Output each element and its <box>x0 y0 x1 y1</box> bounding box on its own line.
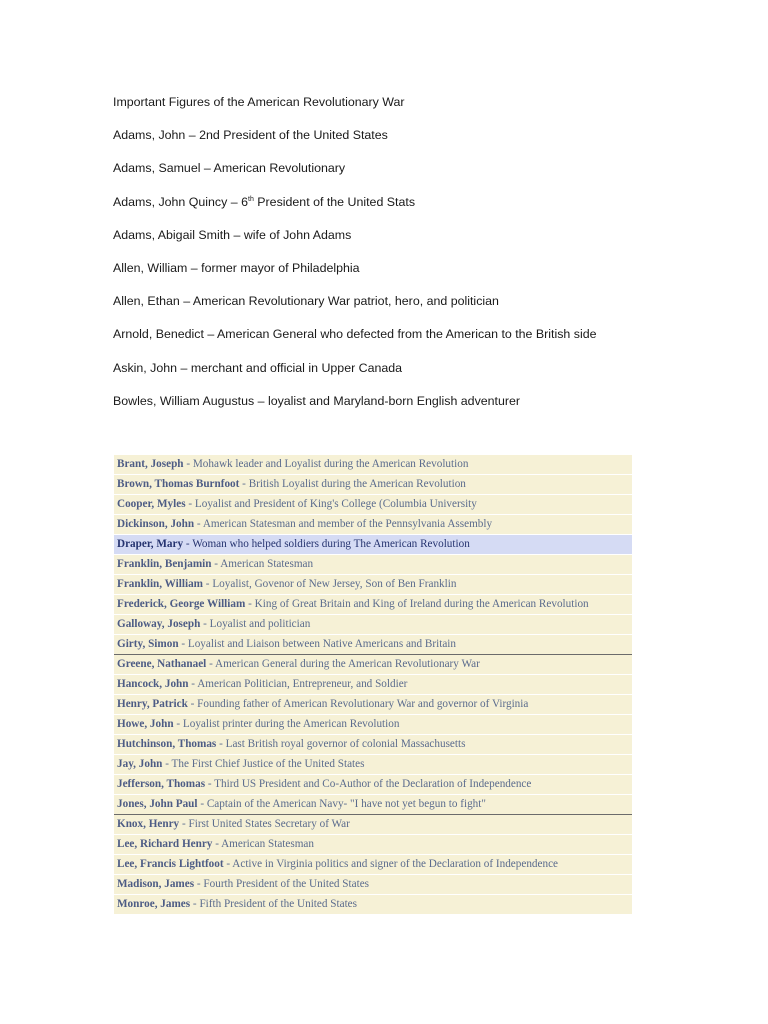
table-row <box>114 715 632 735</box>
separator: - <box>203 578 213 590</box>
intro-title: Important Figures of the American Revolutionary War <box>113 95 405 109</box>
figure-description: The First Chief Justice of the United States <box>171 758 365 770</box>
figure-name: Lee, Richard Henry <box>117 838 213 850</box>
table-row <box>114 595 632 615</box>
table-row <box>114 695 632 715</box>
table-cell <box>114 735 632 755</box>
figure-description: American Statesman <box>221 838 314 850</box>
figure-description: Founding father of American Revolutionary War and governor of Virginia <box>197 698 529 710</box>
separator: - <box>245 598 255 610</box>
table-row <box>114 815 632 835</box>
figure-name: Galloway, Joseph <box>117 618 201 630</box>
table-cell <box>114 675 632 695</box>
figure-description: American Statesman <box>220 558 314 570</box>
figure-description: Loyalist and politician <box>209 618 311 630</box>
figure-description: Loyalist and President of King's College (Columbia University <box>194 498 477 510</box>
table-cell <box>114 575 632 595</box>
figure-description: American Statesman and member of the Pennsylvania Assembly <box>202 518 493 530</box>
ordinal-suffix: th <box>248 195 254 203</box>
separator: - <box>200 618 210 630</box>
separator: - <box>205 778 215 790</box>
table-cell <box>114 555 632 575</box>
table-row <box>114 555 632 575</box>
figure-name: Draper, Mary <box>117 538 184 550</box>
figure-description: Mohawk leader and Loyalist during the American Revolution <box>192 458 469 470</box>
separator: - <box>211 558 221 570</box>
table-cell <box>114 455 632 475</box>
separator: - <box>212 838 222 850</box>
table-cell <box>114 475 632 495</box>
table-row <box>114 735 632 755</box>
table-cell <box>114 815 632 835</box>
separator: - <box>178 638 188 650</box>
table-cell <box>114 835 632 855</box>
figure-name: Jay, John <box>117 758 163 770</box>
separator: - <box>216 738 226 750</box>
figure-name: Madison, James <box>117 878 195 890</box>
intro-item: Arnold, Benedict – American General who defected from the American to the British side <box>113 327 597 342</box>
figure-name: Monroe, James <box>117 898 191 910</box>
separator: - <box>183 458 193 470</box>
table-row <box>114 755 632 775</box>
intro-item: Adams, Abigail Smith – wife of John Adams <box>113 227 352 242</box>
intro-item-text: President of the United Stats <box>253 194 416 209</box>
table-row <box>114 775 632 795</box>
table-row-highlighted <box>114 535 632 555</box>
intro-item: Allen, William – former mayor of Philadelphia <box>113 260 360 275</box>
figure-description: Fourth President of the United States <box>203 878 370 890</box>
figure-description: Captain of the American Navy- "I have not yet begun to fight" <box>206 798 486 810</box>
separator: - <box>194 518 203 530</box>
separator: - <box>188 678 198 690</box>
table-cell <box>114 595 632 615</box>
figure-name: Brown, Thomas Burnfoot <box>117 478 240 490</box>
separator: - <box>206 658 215 670</box>
figure-description: Fifth President of the United States <box>199 898 357 910</box>
table-cell <box>114 655 632 675</box>
figure-name: Hutchinson, Thomas <box>117 738 217 750</box>
table-cell <box>114 775 632 795</box>
figures-table <box>114 455 632 915</box>
figure-description: Woman who helped soldiers during The American Revolution <box>192 538 470 550</box>
table-cell <box>114 895 632 915</box>
table-row <box>114 655 632 675</box>
figure-name: Dickinson, John <box>117 518 195 530</box>
table-row <box>114 795 632 815</box>
figure-description: American Politician, Entrepreneur, and Soldier <box>197 678 408 690</box>
table-row <box>114 675 632 695</box>
figure-description: British Loyalist during the American Revolution <box>248 478 466 490</box>
intro-item: Allen, Ethan – American Revolutionary War patriot, hero, and politician <box>113 294 499 309</box>
table-row <box>114 515 632 535</box>
figure-description: King of Great Britain and King of Ireland during the American Revolution <box>254 598 589 610</box>
table-row <box>114 615 632 635</box>
separator: - <box>194 878 204 890</box>
table-cell <box>114 755 632 775</box>
separator: - <box>179 818 189 830</box>
table-cell <box>114 535 632 555</box>
figure-name: Franklin, Benjamin <box>117 558 212 570</box>
table-row <box>114 495 632 515</box>
table-cell <box>114 795 632 815</box>
figure-name: Franklin, William <box>117 578 203 590</box>
table-cell <box>114 515 632 535</box>
table-cell <box>114 495 632 515</box>
figure-name: Lee, Francis Lightfoot <box>117 858 224 870</box>
figure-description: First United States Secretary of War <box>188 818 350 830</box>
figure-description: Last British royal governor of colonial Massachusetts <box>225 738 466 750</box>
table-cell <box>114 875 632 895</box>
separator: - <box>223 858 233 870</box>
figure-name: Cooper, Myles <box>117 498 186 510</box>
separator: - <box>239 478 249 490</box>
table-row <box>114 855 632 875</box>
separator: - <box>187 698 198 710</box>
table-row <box>114 475 632 495</box>
figure-name: Knox, Henry <box>117 818 180 830</box>
figure-name: Howe, John <box>117 718 174 730</box>
figure-description: Loyalist printer during the American Revolution <box>182 718 400 730</box>
intro-item: Adams, John – 2nd President of the United States <box>113 128 388 143</box>
table-row <box>114 835 632 855</box>
separator: - <box>197 798 207 810</box>
table-cell <box>114 855 632 875</box>
figure-name: Brant, Joseph <box>117 458 184 470</box>
separator: - <box>185 498 195 510</box>
figure-description: Loyalist, Govenor of New Jersey, Son of Ben Franklin <box>212 578 457 590</box>
separator: - <box>173 718 183 730</box>
intro-item-text: Adams, John Quincy – 6 <box>113 194 248 209</box>
figure-description: Active in Virginia politics and signer of the Declaration of Independence <box>232 858 559 870</box>
figure-name: Frederick, George William <box>117 598 246 610</box>
table-cell <box>114 715 632 735</box>
table-row <box>114 575 632 595</box>
figure-name: Hancock, John <box>117 678 189 690</box>
table-row <box>114 455 632 475</box>
intro-item: Bowles, William Augustus – loyalist and Maryland-born English adventurer <box>113 393 521 408</box>
separator: - <box>162 758 172 770</box>
figure-description: Third US President and Co-Author of the Declaration of Independence <box>214 778 532 790</box>
table-cell <box>114 695 632 715</box>
table-row <box>114 635 632 655</box>
figure-name: Greene, Nathanael <box>117 658 207 670</box>
figure-name: Jefferson, Thomas <box>117 778 206 790</box>
figure-description: Loyalist and Liaison between Native Americans and Britain <box>187 638 456 650</box>
figure-name: Girty, Simon <box>117 638 179 650</box>
table-row <box>114 875 632 895</box>
intro-list <box>113 93 673 425</box>
figure-name: Jones, John Paul <box>117 798 198 810</box>
figure-description: American General during the American Revolutionary War <box>215 658 480 670</box>
intro-item: Adams, Samuel – American Revolutionary <box>113 161 346 176</box>
figure-name: Henry, Patrick <box>117 698 188 710</box>
table-cell <box>114 615 632 635</box>
intro-item <box>113 193 673 226</box>
table-cell <box>114 635 632 655</box>
separator: - <box>183 538 193 550</box>
separator: - <box>190 898 200 910</box>
table-row <box>114 895 632 915</box>
intro-item: Askin, John – merchant and official in Upper Canada <box>113 360 403 375</box>
